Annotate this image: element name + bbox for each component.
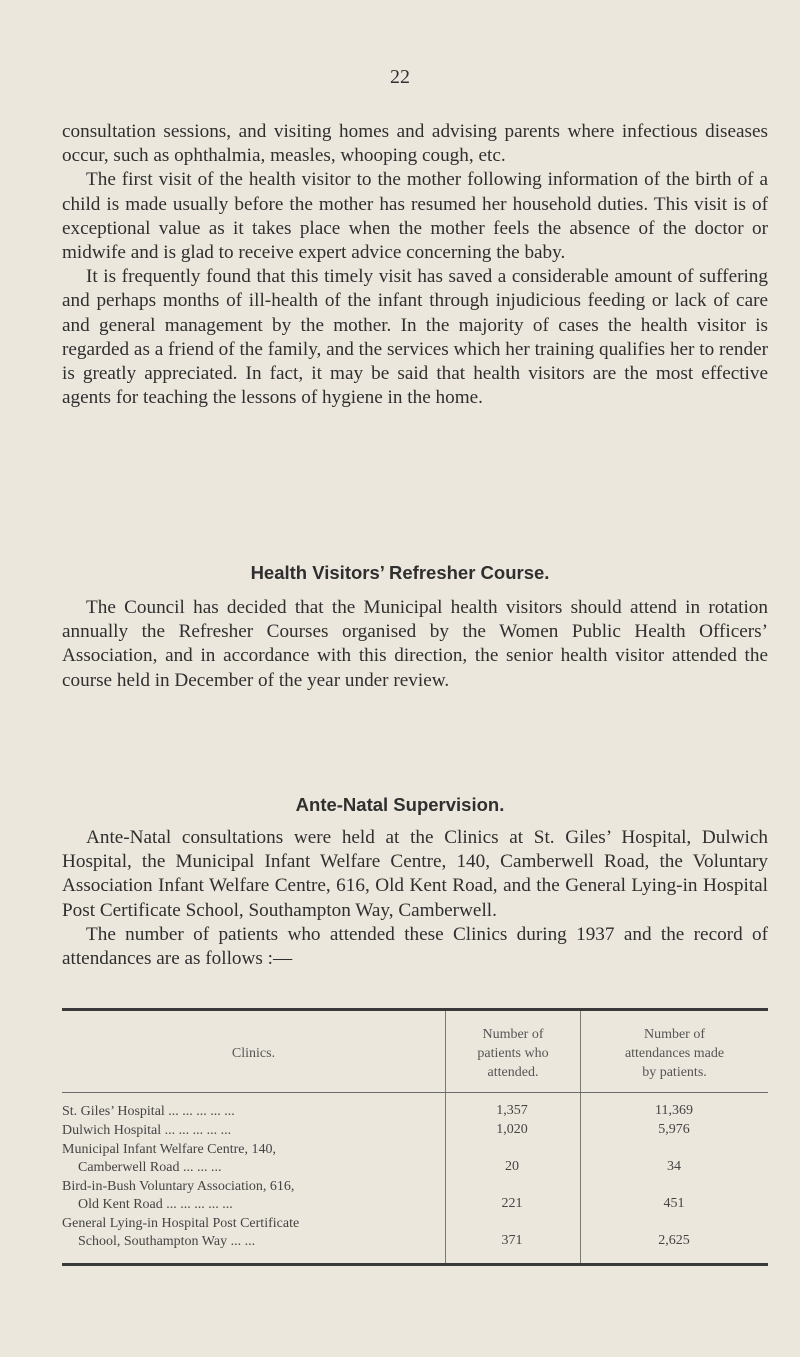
clinic-name-line: Bird-in-Bush Voluntary Association, 616, <box>62 1179 295 1194</box>
clinic-name <box>62 1215 432 1251</box>
patients-value: 1,020 <box>496 1122 528 1137</box>
clinics-table <box>62 1008 768 1266</box>
header-line: Number of <box>482 1027 544 1042</box>
intro-text <box>62 120 768 410</box>
header-rule <box>62 1092 768 1093</box>
header-line: patients who <box>477 1046 549 1061</box>
attendances-value: 451 <box>663 1196 685 1211</box>
patients-value: 221 <box>501 1196 523 1211</box>
header-clinics: Clinics. <box>231 1046 276 1061</box>
page-number: 22 <box>390 66 410 88</box>
header-patients <box>446 1025 580 1082</box>
patients-value: 371 <box>501 1233 523 1248</box>
clinic-name-line: Old Kent Road ... ... ... ... ... <box>78 1197 233 1212</box>
patients-value: 20 <box>505 1159 519 1174</box>
paragraph: consultation sessions, and visiting homes and advising parents where infectious diseases occur, such as ophthalmia, measles, whooping cough, etc. <box>62 121 768 167</box>
paragraph: It is frequently found that this timely visit has saved a considerable amount of suffering and perhaps months of ill-health of the infant through injudicious feeding or lack of care and general management by the mother. In the majority of cases the health visitor is regarded as a friend of the family, and the services which her training qualifies her to render is greatly appreciated. In fact, it may be said that health visitors are the most effective agents for teaching the lessons of hygiene in the home. <box>62 266 768 409</box>
attendances-value: 34 <box>667 1159 681 1174</box>
header-line: attendances made <box>624 1046 725 1061</box>
attendances-value: 2,625 <box>658 1233 690 1248</box>
attendances-value: 11,369 <box>655 1103 693 1118</box>
clinic-name <box>62 1122 432 1140</box>
clinic-name-line: General Lying-in Hospital Post Certificate <box>62 1216 300 1231</box>
header-line: attended. <box>487 1065 539 1080</box>
antenatal-text <box>62 826 768 971</box>
refresher-text <box>62 596 768 693</box>
clinic-name <box>62 1103 432 1121</box>
clinic-name <box>62 1178 432 1214</box>
patients-value: 1,357 <box>496 1103 528 1118</box>
paragraph: The first visit of the health visitor to the mother following information of the birth of a child is made usually before the mother has resumed her household duties. This visit is of exceptional value as it takes place when the mother feels the absence of the doctor or midwife and is glad to receive expert advice concerning the baby. <box>62 169 768 264</box>
section-heading-refresher: Health Visitors’ Refresher Course. <box>250 562 550 583</box>
attendances-value: 5,976 <box>658 1122 690 1137</box>
paragraph: Ante-Natal consultations were held at the Clinics at St. Giles’ Hospital, Dulwich Hospital, the Municipal Infant Welfare Centre, 140, Camberwell Road, the Voluntary Association Infant Welfare Centre, 616, Old Kent Road, and the General Lying-in Hospital Post Certificate School, Southampton Way, Camberwell. <box>62 827 768 921</box>
clinic-name <box>62 1141 432 1177</box>
clinic-name-line: St. Giles’ Hospital ... ... ... ... ... <box>62 1104 235 1119</box>
clinic-name-line: Camberwell Road ... ... ... <box>78 1160 222 1175</box>
clinic-name-line: Dulwich Hospital ... ... ... ... ... <box>62 1123 232 1138</box>
header-line: by patients. <box>642 1065 707 1080</box>
paragraph: The number of patients who attended these Clinics during 1937 and the record of attendances are as follows :— <box>62 923 768 970</box>
clinic-name-line: School, Southampton Way ... ... <box>78 1234 256 1249</box>
paragraph: The Council has decided that the Municipal health visitors should attend in rotation annually the Refresher Courses organised by the Women Public Health Officers’ Association, and in accordance with this direction, the senior health visitor attended the course held in December of the year under review. <box>62 597 768 691</box>
header-line: Number of <box>643 1027 706 1042</box>
header-attendances <box>581 1025 768 1082</box>
section-heading-antenatal: Ante-Natal Supervision. <box>295 794 505 815</box>
clinic-name-line: Municipal Infant Welfare Centre, 140, <box>62 1142 276 1157</box>
